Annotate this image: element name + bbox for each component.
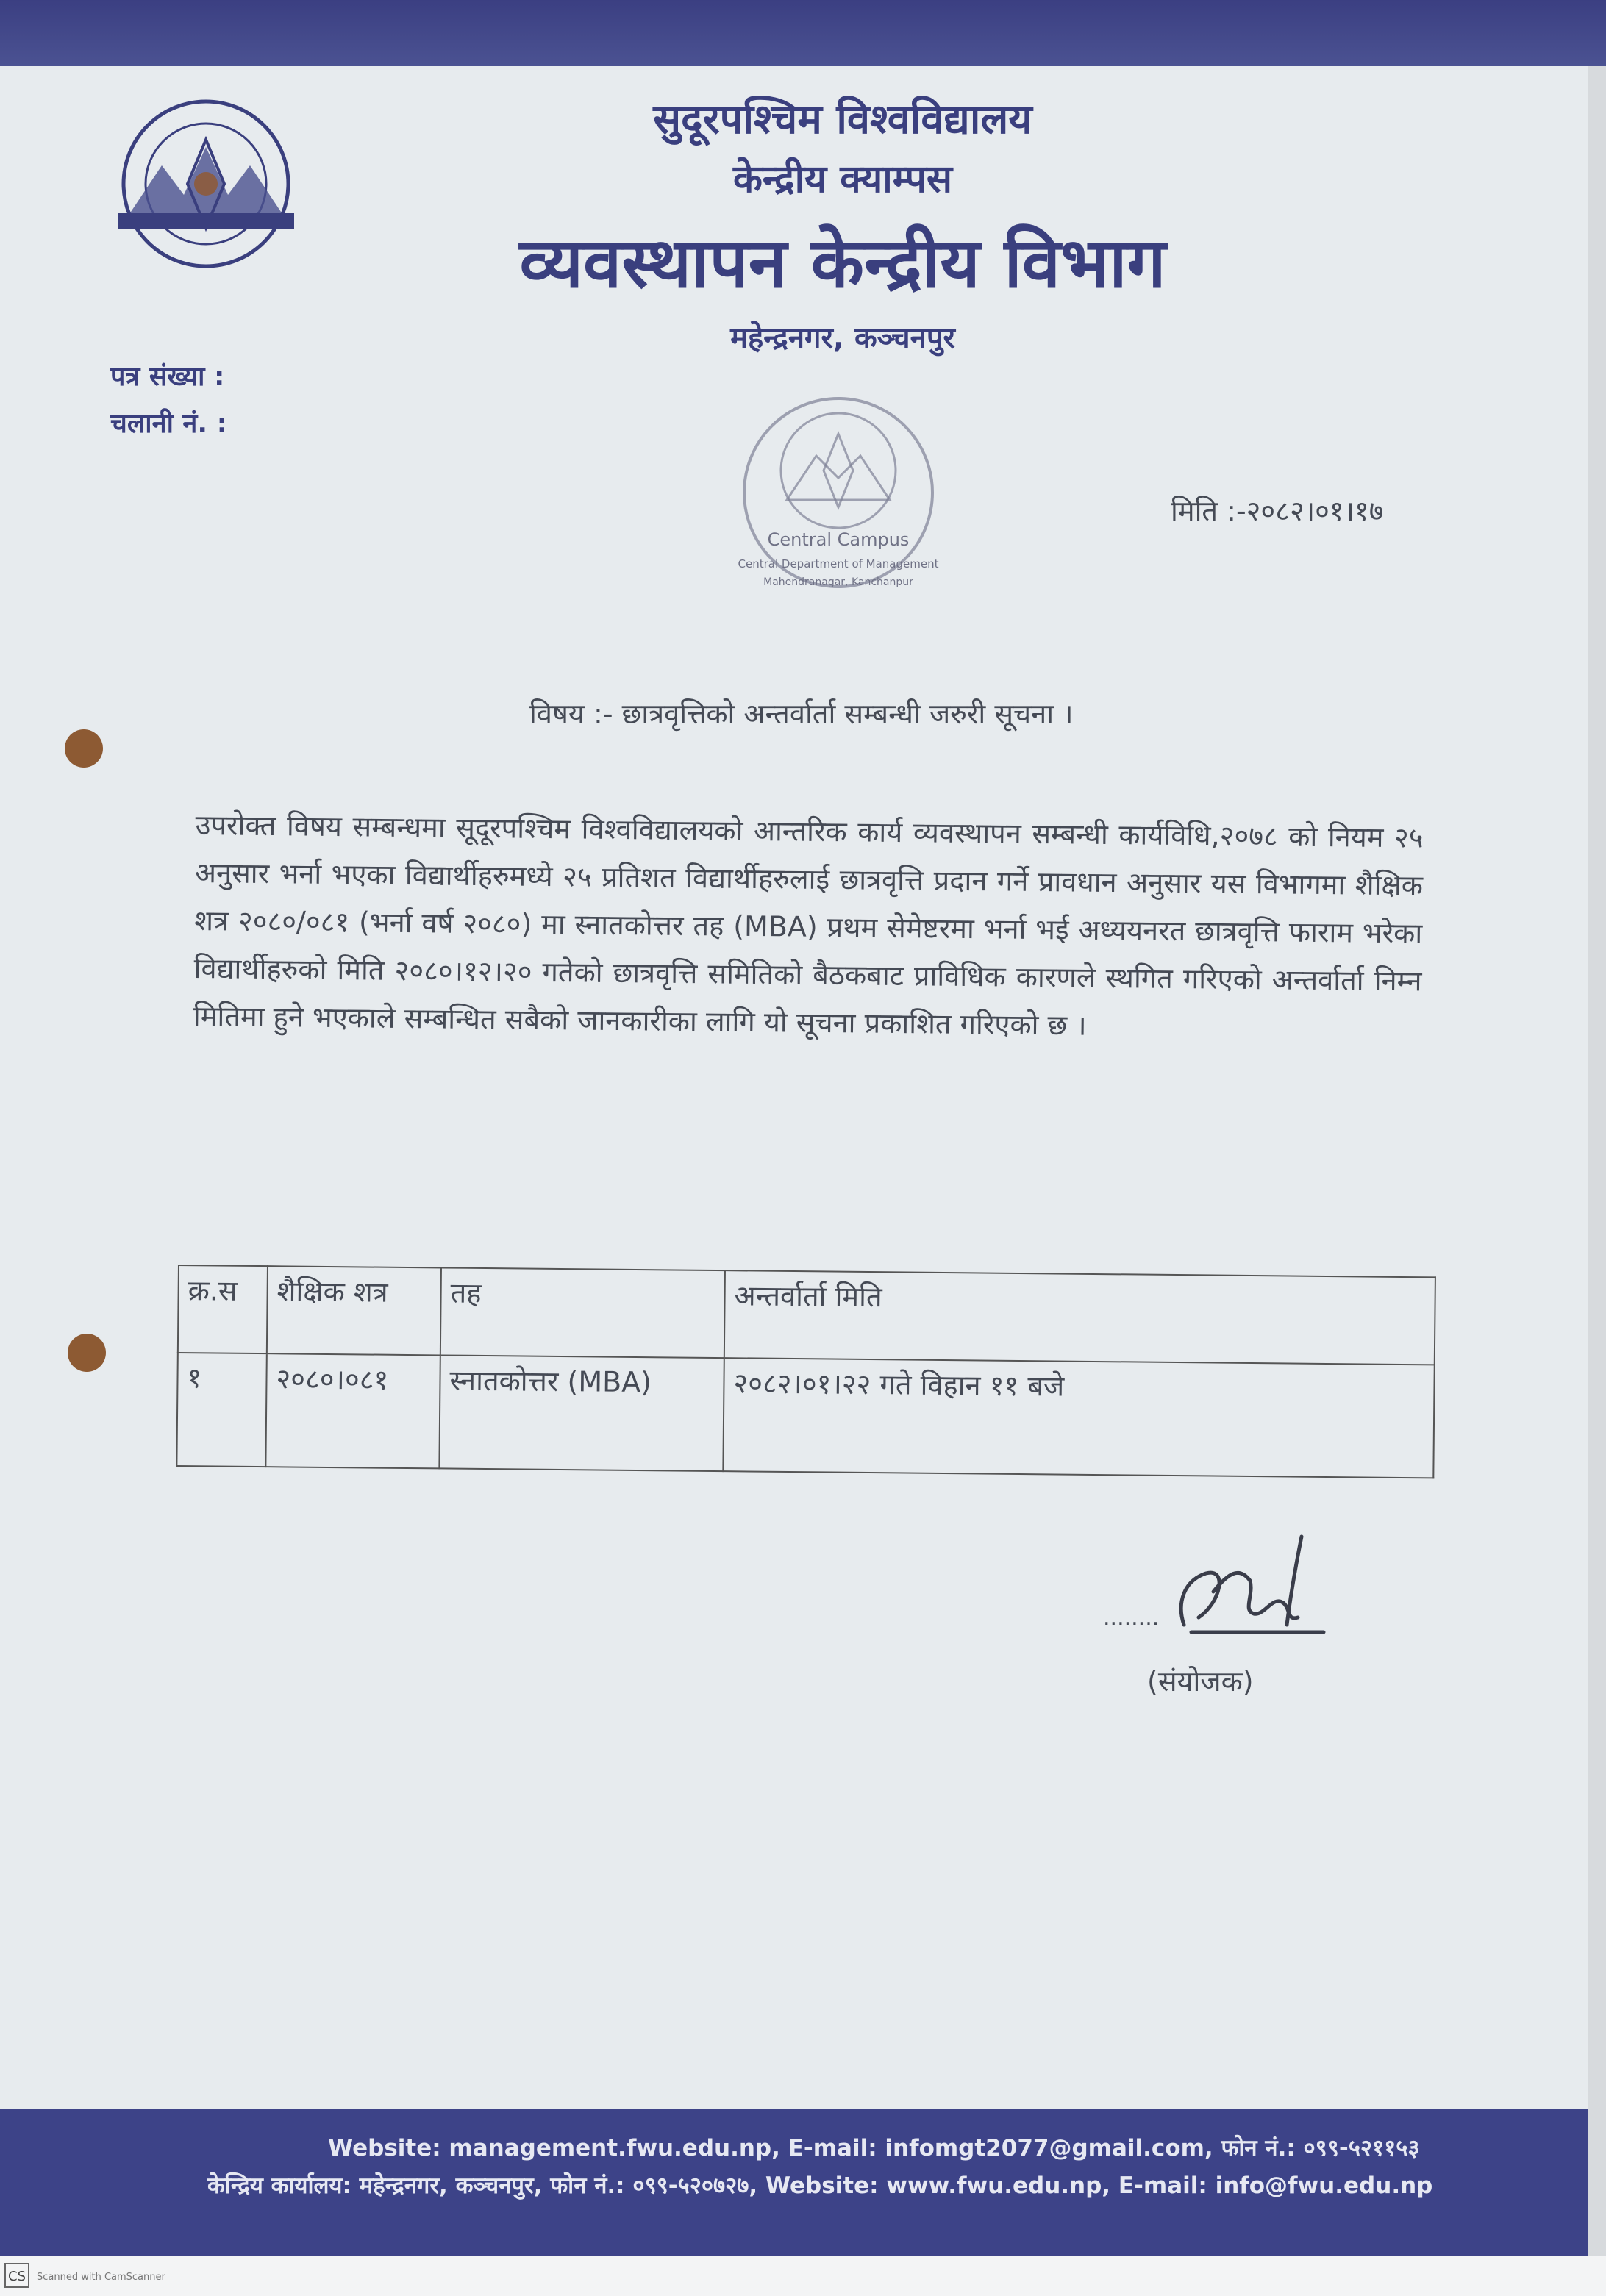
paper-edge — [1588, 66, 1606, 2256]
subject-line: विषय :- छात्रवृत्तिको अन्तर्वार्ता सम्बन्धी जरुरी सूचना । — [529, 698, 1074, 730]
cell-level: स्नातकोत्तर (MBA) — [439, 1355, 724, 1471]
letter-date: मिति :-२०८२।०१।१७ — [1171, 495, 1384, 527]
dispatch-number-label: चलानी नं. : — [110, 409, 228, 439]
punch-hole — [68, 1334, 106, 1372]
signature-dots: ........ — [1103, 1605, 1160, 1631]
col-interview-date: अन्तर्वार्ता मिति — [724, 1270, 1435, 1365]
location: महेन्द्रनगर, कञ्चनपुर — [730, 321, 955, 355]
interview-table — [176, 1265, 1436, 1478]
letter-number-label: पत्र संख्या : — [110, 362, 225, 392]
campus-name: केन्द्रीय क्याम्पस — [732, 157, 953, 201]
camscanner-logo: CS — [4, 2263, 29, 2288]
footer-central-office-contact: केन्द्रिय कार्यालय: महेन्द्रनगर, कञ्चनपुर, फोन नं.: ०९९-५२०७२७, Website: www.fwu.edu.np, E-mail: info@fwu.edu.np — [207, 2172, 1433, 2199]
university-name: सुदूरपश्चिम विश्वविद्यालय — [653, 96, 1032, 143]
table-header-row — [178, 1265, 1435, 1365]
signatory-title: (संयोजक) — [1147, 1665, 1254, 1698]
punch-hole — [65, 729, 103, 768]
col-session: शैक्षिक शत्र — [267, 1266, 441, 1355]
col-serial: क्र.स — [178, 1265, 268, 1353]
department-name: व्यवस्थापन केन्द्रीय विभाग — [519, 223, 1166, 304]
stamp-campus: Central Campus — [767, 529, 910, 550]
top-color-band — [0, 0, 1606, 66]
stamp-department: Central Department of Management — [738, 557, 939, 571]
department-stamp — [706, 382, 971, 618]
cell-session: २०८०।०८१ — [265, 1353, 440, 1468]
signature-mark — [1103, 1522, 1346, 1654]
university-logo — [110, 96, 301, 272]
col-level: तह — [440, 1267, 725, 1358]
cell-interview-date: २०८२।०१।२२ गते विहान ११ बजे — [723, 1358, 1434, 1478]
stamp-address: Mahendranagar, Kanchanpur — [763, 576, 913, 588]
cell-serial: १ — [176, 1353, 266, 1467]
scan-margin — [0, 2256, 1606, 2296]
notice-body: उपरोक्त विषय सम्बन्धमा सूदूरपश्चिम विश्वविद्यालयको आन्तरिक कार्य व्यवस्थापन सम्बन्धी कार्यविधि,२०७८ को नियम २५ अनुसार भर्ना भएका विद्यार्थीहरुमध्ये २५ प्रतिशत विद्यार्थीहरुलाई छात्रवृत्ति प्रदान गर्ने प्रावधान अनुसार यस विभागमा शैक्षिक शत्र २०८०/०८१ (भर्ना वर्ष २०८०) मा स्नातकोत्तर तह (MBA) प्रथम सेमेष्टरमा भर्ना भई अध्ययनरत छात्रवृत्ति फाराम भरेका विद्यार्थीहरुको मिति २०८०।१२।२० गतेको छात्रवृत्ति समितिको बैठकबाट प्राविधिक कारणले स्थगित गरिएको अन्तर्वार्ता निम्न मितिमा हुने भएकाले सम्बन्धित सबैको जानकारीका लागि यो सूचना प्रकाशित गरिएको छ । — [193, 808, 1424, 1042]
footer-department-contact: Website: management.fwu.edu.np, E-mail: infomgt2077@gmail.com, फोन नं.: ०९९-५२११५३ — [328, 2135, 1420, 2161]
camscanner-text: Scanned with CamScanner — [37, 2272, 165, 2283]
table-row — [176, 1353, 1434, 1478]
